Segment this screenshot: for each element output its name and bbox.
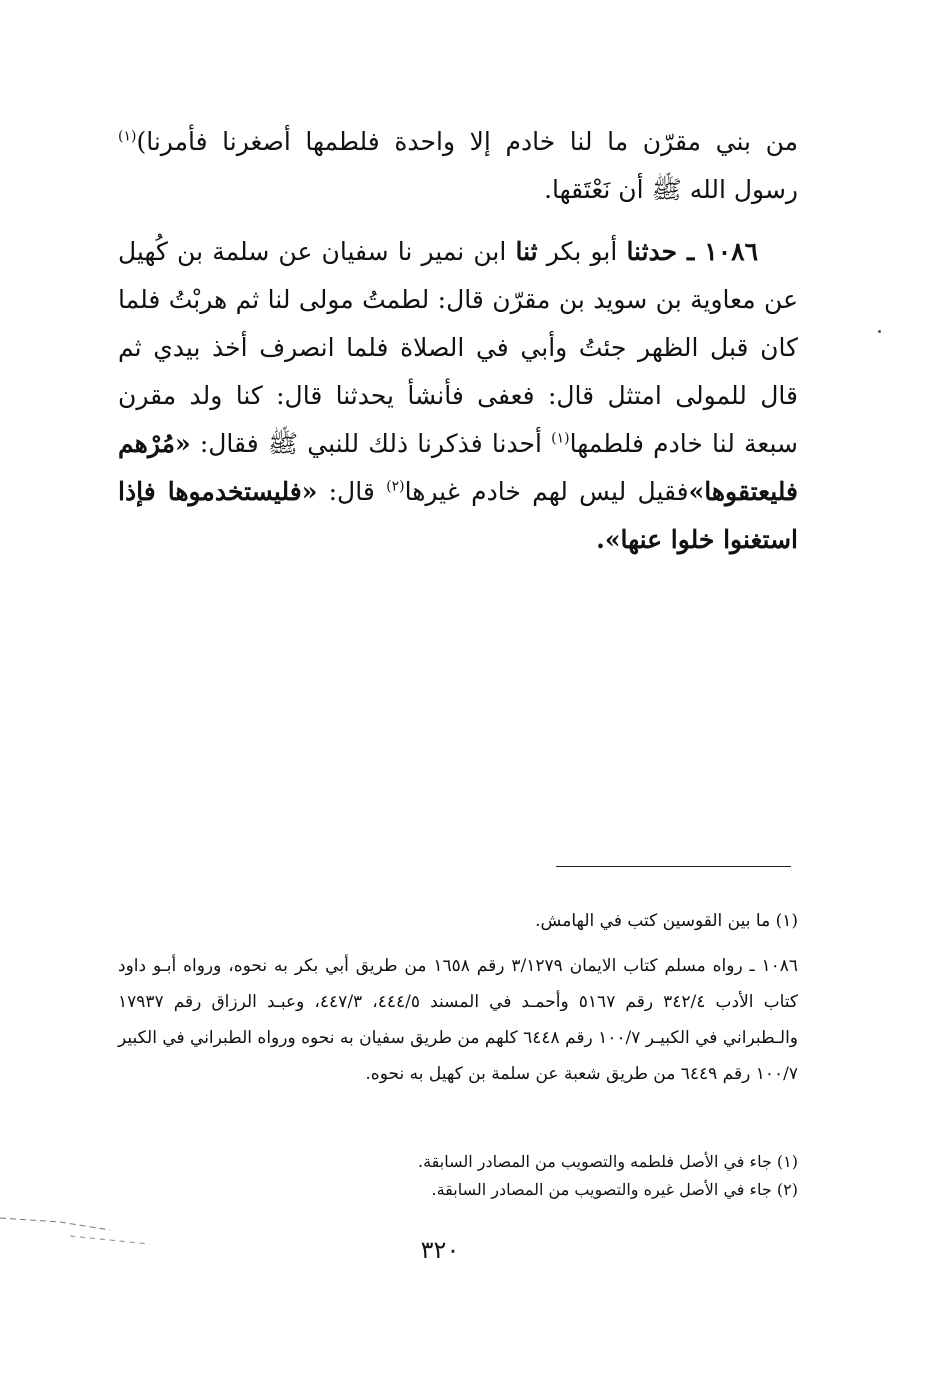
footnote-ref-1: (١): [118, 128, 137, 145]
page-number: ٣٢٠: [420, 1236, 460, 1264]
hadith-seg-3: أحدنا فذكرنا ذلك للنبي ﷺ فقال:: [190, 429, 552, 458]
prophet-quote-1: «مُرْهم فليعتقوها»: [118, 429, 798, 506]
scan-edge-marks: [0, 1200, 200, 1260]
footnote-divider: [556, 866, 791, 867]
hadith-seg-4: فقيل ليس لهم خادم غيرها: [404, 477, 689, 506]
prophet-quote-2: «فليستخدموها فإذا استغنوا خلوا عنها»: [118, 477, 798, 554]
footnote-corrections: [118, 1148, 798, 1204]
paragraph-continuation: [118, 118, 798, 214]
hadith-separator: ـ: [677, 237, 705, 266]
paragraph1-text-b: رسول الله ﷺ أن نَعْتَقها.: [544, 175, 798, 204]
paragraph1-text-a: من بني مقرّن ما لنا خادم إلا واحدة فلطمها أصغرنا فأمرنا): [136, 127, 798, 156]
footnote-correction-1: (١) جاء في الأصل فلطمه والتصويب من المصادر السابقة.: [418, 1152, 798, 1171]
footnote-margin-note: (١) ما بين القوسين كتب في الهامش.: [535, 911, 798, 931]
footnote-ref-2: (٢): [386, 478, 405, 495]
thana-word: ثنا: [515, 237, 538, 266]
footnote-correction-2: (٢) جاء في الأصل غيره والتصويب من المصادر السابقة.: [431, 1180, 798, 1199]
hadith-seg-2: ابن نمير نا سفيان عن سلمة بن كُهيل عن معاوية بن سويد بن مقرّن قال: لطمتُ مولى لنا ثم هربْتُ فلما كان قبل الظهر جئتُ وأبي في الصلاة فلما انصرف أخذ بيدي ثم قال للمولى امتثل قال: فعفى فأنشأ يحدثنا قال: كنا ولد مقرن سبعة لنا خادم فلطمها: [118, 237, 798, 458]
haddathana-word: حدثنا: [626, 237, 678, 266]
hadith-end: .: [596, 525, 605, 554]
hadith-number: ١٠٨٦: [704, 237, 758, 266]
footnote-takhrij: ١٠٨٦ ـ رواه مسلم كتاب الايمان ٣/١٢٧٩ رقم ١٦٥٨ من طريق أبي بكر به نحوه، ورواه أبـو داود كتاب الأدب ٣٤٢/٤ رقم ٥١٦٧ وأحمـد في المسند ٤٤٤/٥، ٤٤٧/٣، وعبـد الرزاق رقم ١٧٩٣٧ والـطبراني في الكبيـر ١٠٠/٧ رقم ٦٤٤٨ كلهم من طريق سفيان به نحوه ورواه الطبراني في الكبير ١٠٠/٧ رقم ٦٤٤٩ من طريق شعبة عن سلمة بن كهيل به نحوه.: [118, 956, 798, 1084]
scan-speck: [878, 330, 881, 333]
hadith-paragraph: [118, 228, 798, 564]
hadith-seg-5: قال:: [317, 477, 387, 506]
hadith-seg-1: أبو بكر: [537, 237, 627, 266]
footnote-ref-1-b: (١): [551, 430, 570, 447]
